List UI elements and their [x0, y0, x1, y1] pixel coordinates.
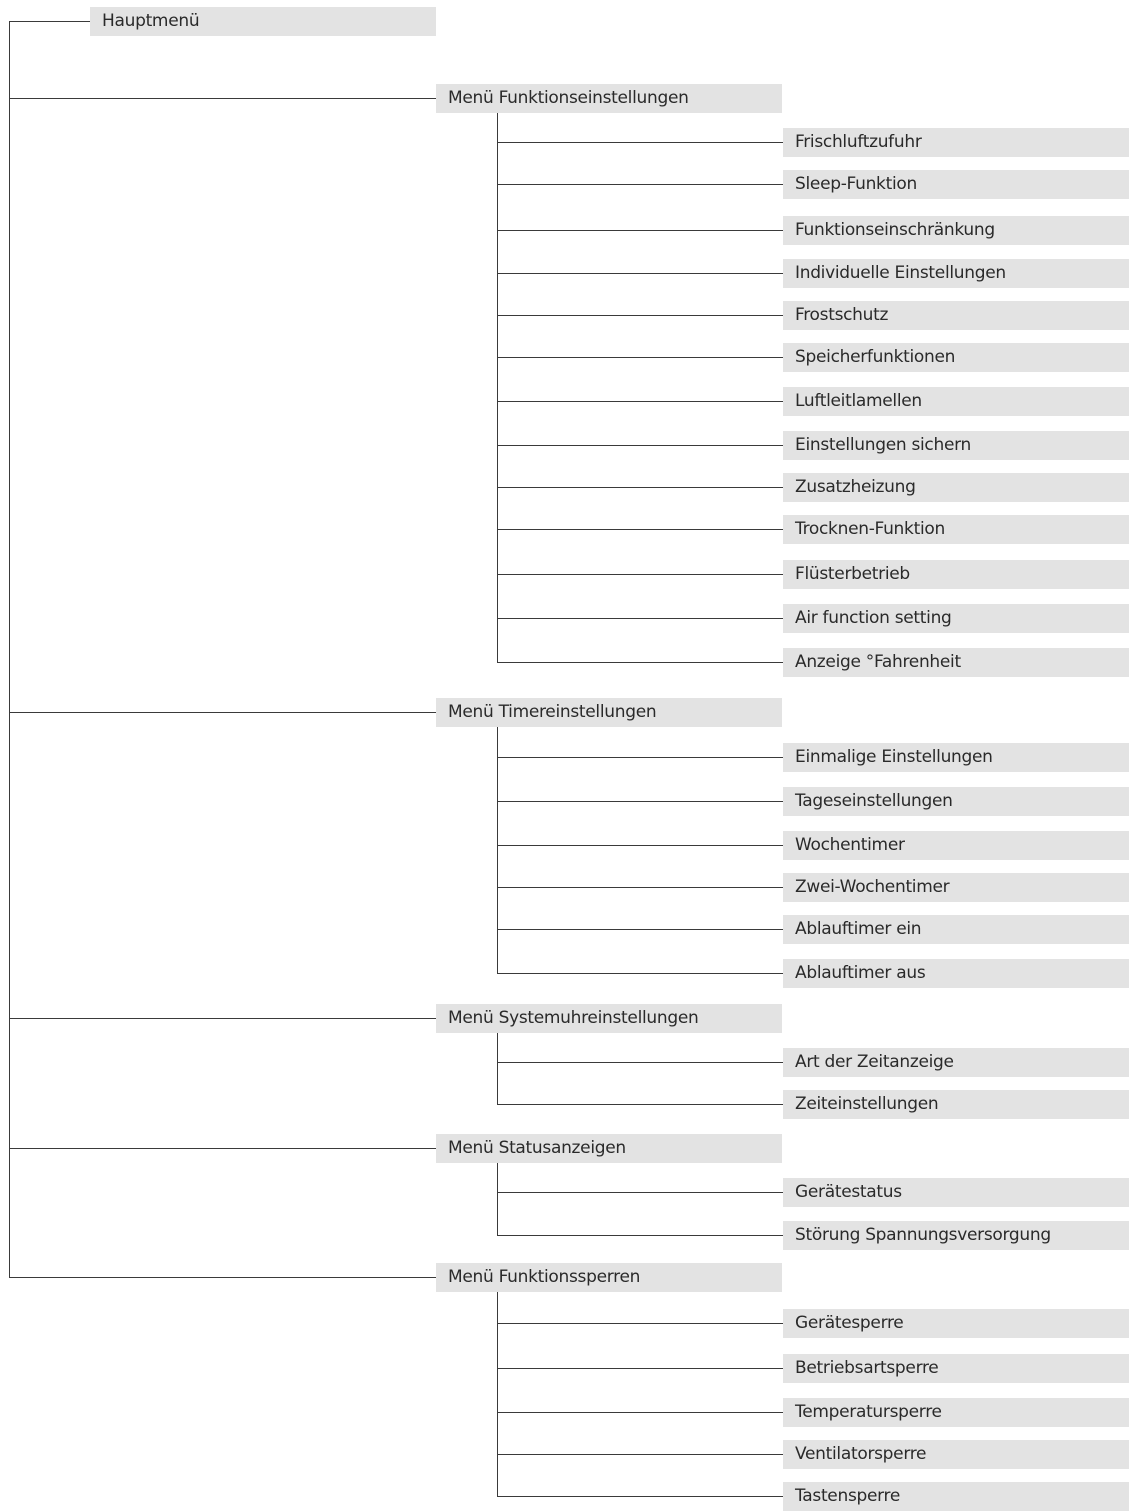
submenu-item: Betriebsartsperre — [783, 1354, 1129, 1383]
item-connector — [497, 1454, 783, 1455]
submenu-item: Gerätesperre — [783, 1309, 1129, 1338]
submenu-item: Ablauftimer aus — [783, 959, 1129, 988]
item-connector — [497, 1412, 783, 1413]
item-connector — [497, 401, 783, 402]
menu-node: Menü Statusanzeigen — [436, 1134, 782, 1163]
submenu-item: Luftleitlamellen — [783, 387, 1129, 416]
branch-line — [497, 113, 498, 664]
item-connector — [497, 574, 783, 575]
submenu-item: Einmalige Einstellungen — [783, 743, 1129, 772]
branch-line — [497, 727, 498, 975]
menu-connector — [9, 1277, 436, 1278]
submenu-item: Air function setting — [783, 604, 1129, 633]
submenu-item: Art der Zeitanzeige — [783, 1048, 1129, 1077]
menu-connector — [9, 712, 436, 713]
item-connector — [497, 273, 783, 274]
root-node-hauptmenue: Hauptmenü — [90, 7, 436, 36]
item-connector — [497, 929, 783, 930]
submenu-item: Einstellungen sichern — [783, 431, 1129, 460]
item-connector — [497, 1323, 783, 1324]
item-connector — [497, 1062, 783, 1063]
submenu-item: Speicherfunktionen — [783, 343, 1129, 372]
submenu-item: Tageseinstellungen — [783, 787, 1129, 816]
submenu-item: Individuelle Einstellungen — [783, 259, 1129, 288]
item-connector — [497, 1368, 783, 1369]
item-connector — [497, 529, 783, 530]
item-connector — [497, 1104, 783, 1105]
submenu-item: Sleep-Funktion — [783, 170, 1129, 199]
submenu-item: Frostschutz — [783, 301, 1129, 330]
item-connector — [497, 315, 783, 316]
submenu-item: Wochentimer — [783, 831, 1129, 860]
menu-connector — [9, 1018, 436, 1019]
root-connector — [9, 21, 90, 22]
item-connector — [497, 887, 783, 888]
item-connector — [497, 445, 783, 446]
item-connector — [497, 1235, 783, 1236]
submenu-item: Flüsterbetrieb — [783, 560, 1129, 589]
menu-node: Menü Funktionssperren — [436, 1263, 782, 1292]
submenu-item: Ablauftimer ein — [783, 915, 1129, 944]
submenu-item: Zusatzheizung — [783, 473, 1129, 502]
item-connector — [497, 618, 783, 619]
submenu-item: Zwei-Wochentimer — [783, 873, 1129, 902]
submenu-item: Temperatursperre — [783, 1398, 1129, 1427]
item-connector — [497, 662, 783, 663]
menu-node: Menü Timereinstellungen — [436, 698, 782, 727]
menu-connector — [9, 98, 436, 99]
item-connector — [497, 184, 783, 185]
branch-line — [497, 1163, 498, 1237]
item-connector — [497, 230, 783, 231]
item-connector — [497, 757, 783, 758]
item-connector — [497, 1192, 783, 1193]
menu-connector — [9, 1148, 436, 1149]
submenu-item: Frischluftzufuhr — [783, 128, 1129, 157]
branch-line — [497, 1033, 498, 1106]
item-connector — [497, 801, 783, 802]
submenu-item: Trocknen-Funktion — [783, 515, 1129, 544]
item-connector — [497, 973, 783, 974]
menu-node: Menü Funktionseinstellungen — [436, 84, 782, 113]
item-connector — [497, 487, 783, 488]
trunk-line — [9, 21, 10, 1278]
submenu-item: Anzeige °Fahrenheit — [783, 648, 1129, 677]
submenu-item: Tastensperre — [783, 1482, 1129, 1511]
submenu-item: Störung Spannungsversorgung — [783, 1221, 1129, 1250]
item-connector — [497, 845, 783, 846]
submenu-item: Gerätestatus — [783, 1178, 1129, 1207]
submenu-item: Ventilatorsperre — [783, 1440, 1129, 1469]
item-connector — [497, 142, 783, 143]
menu-node: Menü Systemuhreinstellungen — [436, 1004, 782, 1033]
submenu-item: Funktionseinschränkung — [783, 216, 1129, 245]
item-connector — [497, 357, 783, 358]
submenu-item: Zeiteinstellungen — [783, 1090, 1129, 1119]
item-connector — [497, 1496, 783, 1497]
